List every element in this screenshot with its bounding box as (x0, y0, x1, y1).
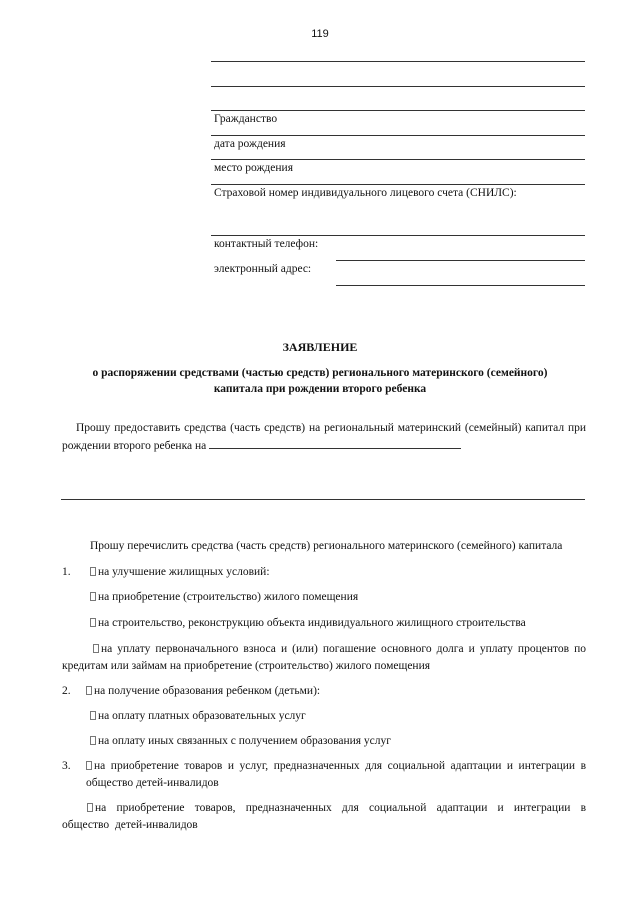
item-2a (90, 708, 306, 725)
document-title: ЗАЯВЛЕНИЕ (282, 340, 358, 354)
checkbox-housing-construction[interactable] (90, 618, 96, 627)
item-2b-text: на оплату иных связанных с получением образования услуг (98, 735, 391, 747)
request-paragraph (62, 420, 586, 455)
item-3 (62, 758, 586, 792)
document-subtitle (60, 365, 580, 397)
checkbox-housing-credit[interactable] (93, 644, 99, 653)
birth-date-label: дата рождения (214, 138, 286, 150)
request-extra-line[interactable] (61, 499, 585, 500)
checkbox-paid-education[interactable] (90, 711, 96, 720)
item-1b (90, 615, 526, 632)
item-1b-text: на строительство, реконструкцию объекта индивидуального жилищного строительства (98, 617, 526, 629)
email-line[interactable] (336, 285, 585, 286)
birth-place-line[interactable] (211, 184, 585, 185)
form-line (211, 86, 585, 87)
item-1-number: 1. (62, 566, 71, 578)
snils-line[interactable] (211, 235, 585, 236)
item-1-text: на улучшение жилищных условий: (98, 566, 270, 578)
checkbox-other-education[interactable] (90, 736, 96, 745)
item-2-number: 2. (62, 685, 71, 697)
item-1c (62, 641, 586, 675)
item-1 (62, 564, 270, 581)
page-number: 119 (311, 28, 329, 40)
checkbox-housing[interactable] (90, 567, 96, 576)
snils-label: Страховой номер индивидуального лицевого счета (СНИЛС): (214, 187, 517, 199)
item-1a (90, 589, 358, 606)
item-2 (62, 683, 320, 700)
citizenship-line[interactable] (211, 135, 585, 136)
item-3a-text: на приобретение товаров, предназначенных для социальной адаптации и интеграции в общество детей-инвалидов (62, 802, 586, 831)
subtitle-line-1: о распоряжении средствами (частью средств) регионального материнского (семейного) (92, 367, 548, 379)
birth-date-line[interactable] (211, 159, 585, 160)
item-3a (62, 800, 586, 834)
request-text: Прошу предоставить средства (часть средств) на региональный материнский (семейный) капитал при рождении второго ребенка на (62, 422, 586, 452)
item-2b (90, 733, 391, 750)
item-3-number: 3. (62, 760, 71, 772)
subtitle-line-2: капитала при рождении второго ребенка (213, 383, 427, 395)
checkbox-disabled-goods[interactable] (87, 803, 93, 812)
form-line (211, 61, 585, 62)
phone-label: контактный телефон: (214, 238, 319, 250)
phone-line[interactable] (336, 260, 585, 261)
item-2a-text: на оплату платных образовательных услуг (98, 710, 306, 722)
form-line (211, 110, 585, 111)
email-label: электронный адрес: (214, 263, 312, 275)
item-1a-text: на приобретение (строительство) жилого помещения (98, 591, 359, 603)
item-2-text: на получение образования ребенком (детьми): (94, 685, 321, 697)
checkbox-housing-purchase[interactable] (90, 592, 96, 601)
transfer-text: Прошу перечислить средства (часть средств) регионального материнского (семейного) капитала (90, 540, 563, 552)
item-3-text: на приобретение товаров и услуг, предназначенных для социальной адаптации и интеграции в общество детей-инвалидов (86, 760, 586, 789)
citizenship-label: Гражданство (214, 113, 278, 125)
checkbox-disabled-adaptation[interactable] (86, 761, 92, 770)
birth-place-label: место рождения (214, 162, 293, 174)
item-1c-text: на уплату первоначального взноса и (или) погашение основного долга и уплату процентов по кредитам или займам на приобретение (строительство) жилого помещения (62, 643, 586, 672)
request-purpose-field[interactable] (209, 437, 461, 449)
checkbox-education[interactable] (86, 686, 92, 695)
